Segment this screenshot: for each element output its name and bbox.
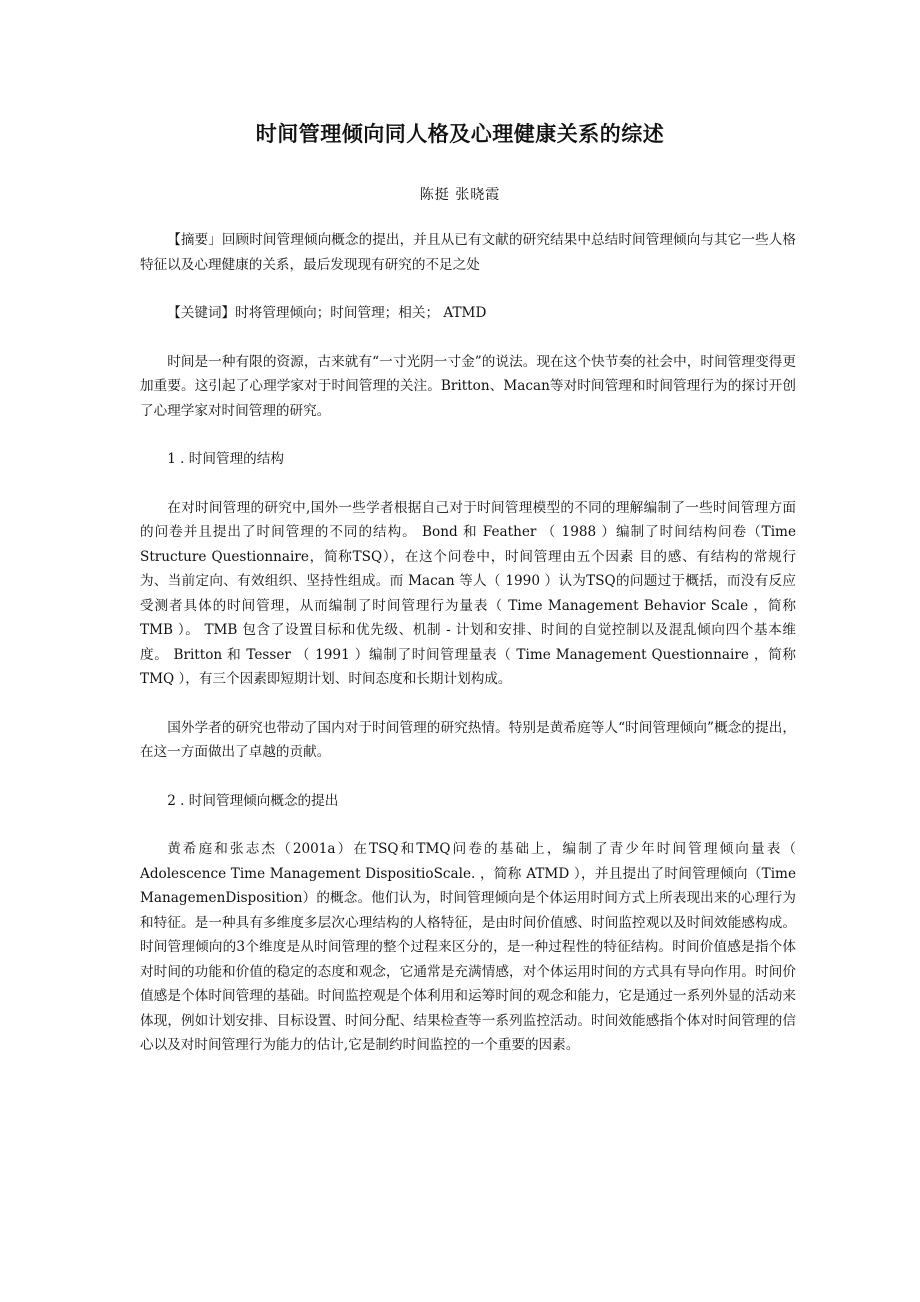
document-authors: 陈挺 张晓霞 — [419, 187, 501, 203]
body-paragraph-concept: 黄希庭和张志杰（2001a）在TSQ和TMQ问卷的基础上，编制了青少年时间管理倾向量表（ Adolescence Time Management DispositioScale. ，简称 ATMD ），并且提出了时间管理倾向（Time ManagemenDisposition）的概念。他们认为，时间管理倾向是个体运用时间方式上所表现出来的心理行为和特征。是一种具有多维度多层次心理结构的人格特征，是由时间价值感、时间监控观以及时间效能感构成。时间管理倾向的3个维度是从时间管理的整个过程来区分的，是一种过程性的特征结构。时间价值感是指个体对时间的功能和价值的稳定的态度和观念，它通常是充满情感，对个体运用时间的方式具有导向作用。时间价值感是个体时间管理的基础。时间监控观是个体利用和运筹时间的观念和能力，它是通过一系列外显的活动来体现，例如计划安排、目标设置、时间分配、结果检查等一系列监控活动。时间效能感指个体对时间管理的信心以及对时间管理行为能力的估计,它是制约时间监控的一个重要的因素。 — [140, 841, 796, 1053]
document-title: 时间管理倾向同人格及心理健康关系的综述 — [255, 122, 665, 146]
section-heading-1: 1 . 时间管理的结构 — [167, 451, 284, 467]
document-body — [140, 228, 796, 1082]
keywords-text: 时将管理倾向；时间管理；相关； ATMD — [235, 305, 487, 321]
body-paragraph-domestic: 国外学者的研究也带动了国内对于时间管理的研究热情。特别是黄希庭等人“时间管理倾向”概念的提出，在这一方面做出了卓越的贡献。 — [140, 719, 796, 760]
body-paragraph-structure: 在对时间管理的研究中,国外一些学者根据自己对于时间管理模型的不同的理解编制了一些时间管理方面的问卷并且提出了时间管理的不同的结构。 Bond 和 Feather （ 1988 ）编制了时间结构问卷（Time Structure Questionnaire，简称TSQ），在这个问卷中，时间管理由五个因素 目的感、有结构的常规行为、当前定向、有效组织、坚持性组成。而 Macan 等人（ 1990 ）认为TSQ的问题过于概括，而没有反应受测者具体的时间管理，从而编制了时间管理行为量表（ Time Management Behavior Scale ，简称 TMB ）。 TMB 包含了设置目标和优先级、机制 - 计划和安排、时间的自觉控制以及混乱倾向四个基本维度。 Britton 和 Tesser （ 1991 ）编制了时间管理量表（ Time Management Questionnaire ，简称 TMQ ），有三个因素即短期计划、时间态度和长期计划构成。 — [140, 499, 796, 687]
keywords-paragraph — [140, 301, 796, 326]
section-heading-2: 2 . 时间管理倾向概念的提出 — [167, 792, 339, 809]
abstract-label: 【摘要」 — [167, 232, 222, 248]
intro-paragraph: 时间是一种有限的资源，古来就有“一寸光阴一寸金”的说法。现在这个快节奏的社会中，时间管理变得更加重要。这引起了心理学家对于时间管理的关注。Britton、Macan等对时间管理和时间管理行为的探讨开创了心理学家对时间管理的研究。 — [140, 353, 796, 419]
abstract-text: 回顾时间管理倾向概念的提出，并且从已有文献的研究结果中总结时间管理倾向与其它一些人格特征以及心理健康的关系，最后发现现有研究的不足之处 — [140, 232, 796, 273]
keywords-label: 【关键词】 — [167, 305, 236, 321]
abstract-paragraph — [140, 228, 796, 277]
